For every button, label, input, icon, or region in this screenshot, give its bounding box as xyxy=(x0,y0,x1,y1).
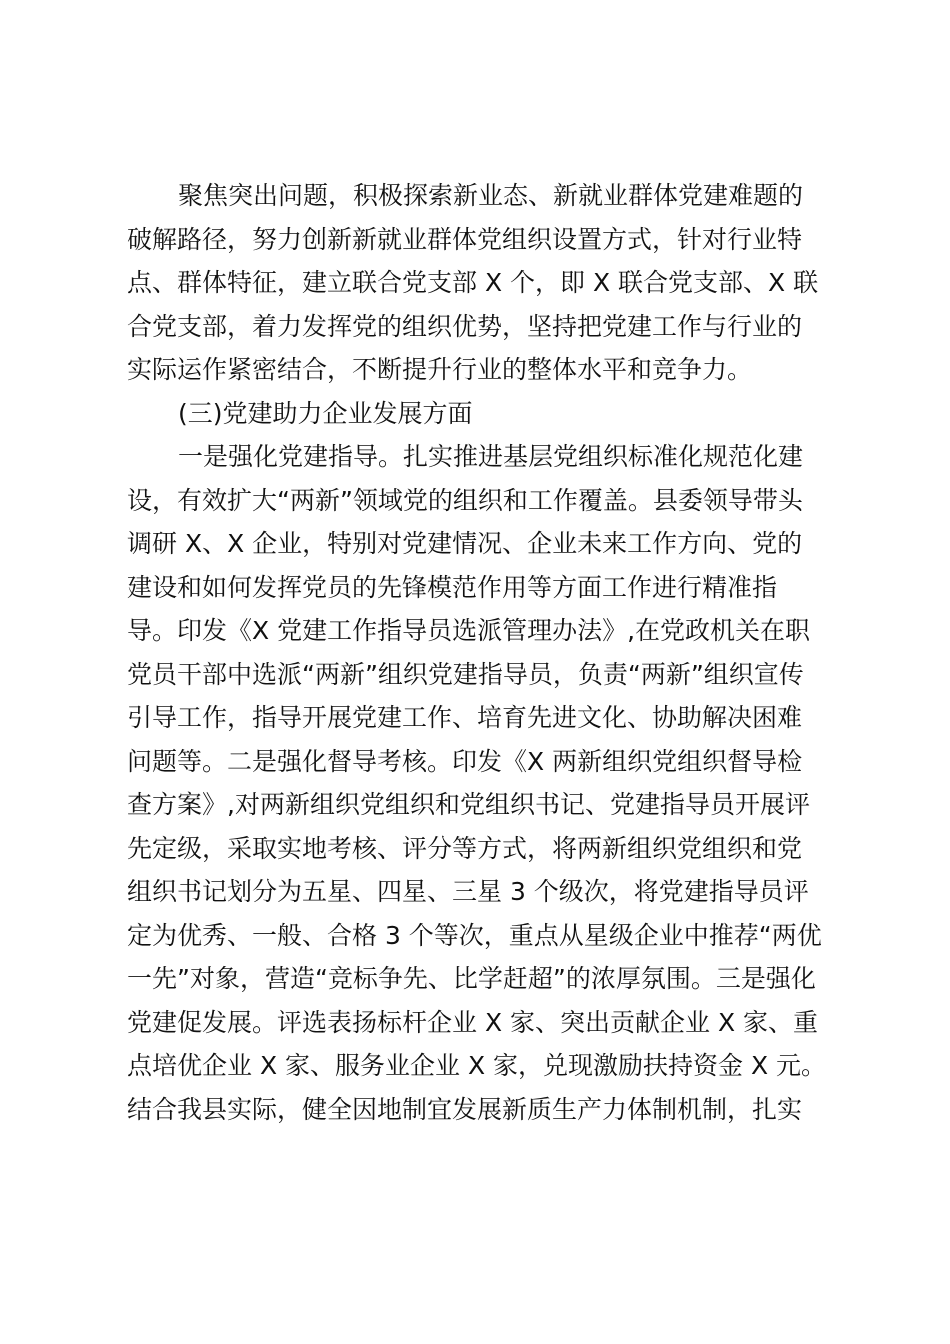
paragraph-2-line-1: 一是强化党建指导。扎实推进基层党组织标准化规范化建 xyxy=(178,442,804,471)
paragraph-2-line-4: 建设和如何发挥党员的先锋模范作用等方面工作进行精准指 xyxy=(127,572,778,602)
paragraph-2-line-6: 党员干部中选派“两新”组织党建指导员，负责“两新”组织宣传 xyxy=(127,659,804,689)
paragraph-2-line-12: 定为优秀、一般、合格 3 个等次，重点从星级企业中推荐“两优 xyxy=(127,920,822,950)
paragraph-2-line-8: 问题等。二是强化督导考核。印发《X 两新组织党组织督导检 xyxy=(127,746,803,776)
paragraph-2-line-7: 引导工作，指导开展党建工作、培育先进文化、协助解决困难 xyxy=(127,703,803,732)
paragraph-2-line-14: 党建促发展。评选表扬标杆企业 X 家、突出贡献企业 X 家、重 xyxy=(127,1007,819,1037)
paragraph-2-line-5: 导。印发《X 党建工作指导员选派管理办法》,在党政机关在职 xyxy=(127,616,811,645)
paragraph-1-line-2: 破解路径，努力创新新就业群体党组织设置方式，针对行业特 xyxy=(127,224,803,254)
paragraph-2-line-9: 查方案》,对两新组织党组织和党组织书记、党建指导员开展评 xyxy=(127,790,810,819)
paragraph-2-line-11: 组织书记划分为五星、四星、三星 3 个级次，将党建指导员评 xyxy=(127,877,809,906)
paragraph-1-line-4: 合党支部，着力发挥党的组织优势，坚持把党建工作与行业的 xyxy=(127,311,803,341)
paragraph-2-line-16: 结合我县实际，健全因地制宜发展新质生产力体制机制，扎实 xyxy=(127,1094,803,1124)
paragraph-2-line-2: 设，有效扩大“两新”领域党的组织和工作覆盖。县委领导带头 xyxy=(127,485,803,515)
document-body xyxy=(127,174,837,1131)
paragraph-1-line-3: 点、群体特征，建立联合党支部 X 个，即 X 联合党支部、X 联 xyxy=(127,268,819,297)
paragraph-1-line-5: 实际运作紧密结合，不断提升行业的整体水平和竞争力。 xyxy=(127,355,753,384)
paragraph-2-line-15: 点培优企业 X 家、服务业企业 X 家，兑现激励扶持资金 X 元。 xyxy=(127,1051,827,1080)
section-heading: (三)党建助力企业发展方面 xyxy=(178,398,473,428)
paragraph-2-line-13: 一先”对象，营造“竞标争先、比学赶超”的浓厚氛围。三是强化 xyxy=(127,964,816,993)
paragraph-2-line-10: 先定级，采取实地考核、评分等方式，将两新组织党组织和党 xyxy=(127,833,803,863)
paragraph-1-line-1: 聚焦突出问题，积极探索新业态、新就业群体党建难题的 xyxy=(178,181,804,210)
paragraph-2-line-3: 调研 X、X 企业，特别对党建情况、企业未来工作方向、党的 xyxy=(127,529,803,558)
